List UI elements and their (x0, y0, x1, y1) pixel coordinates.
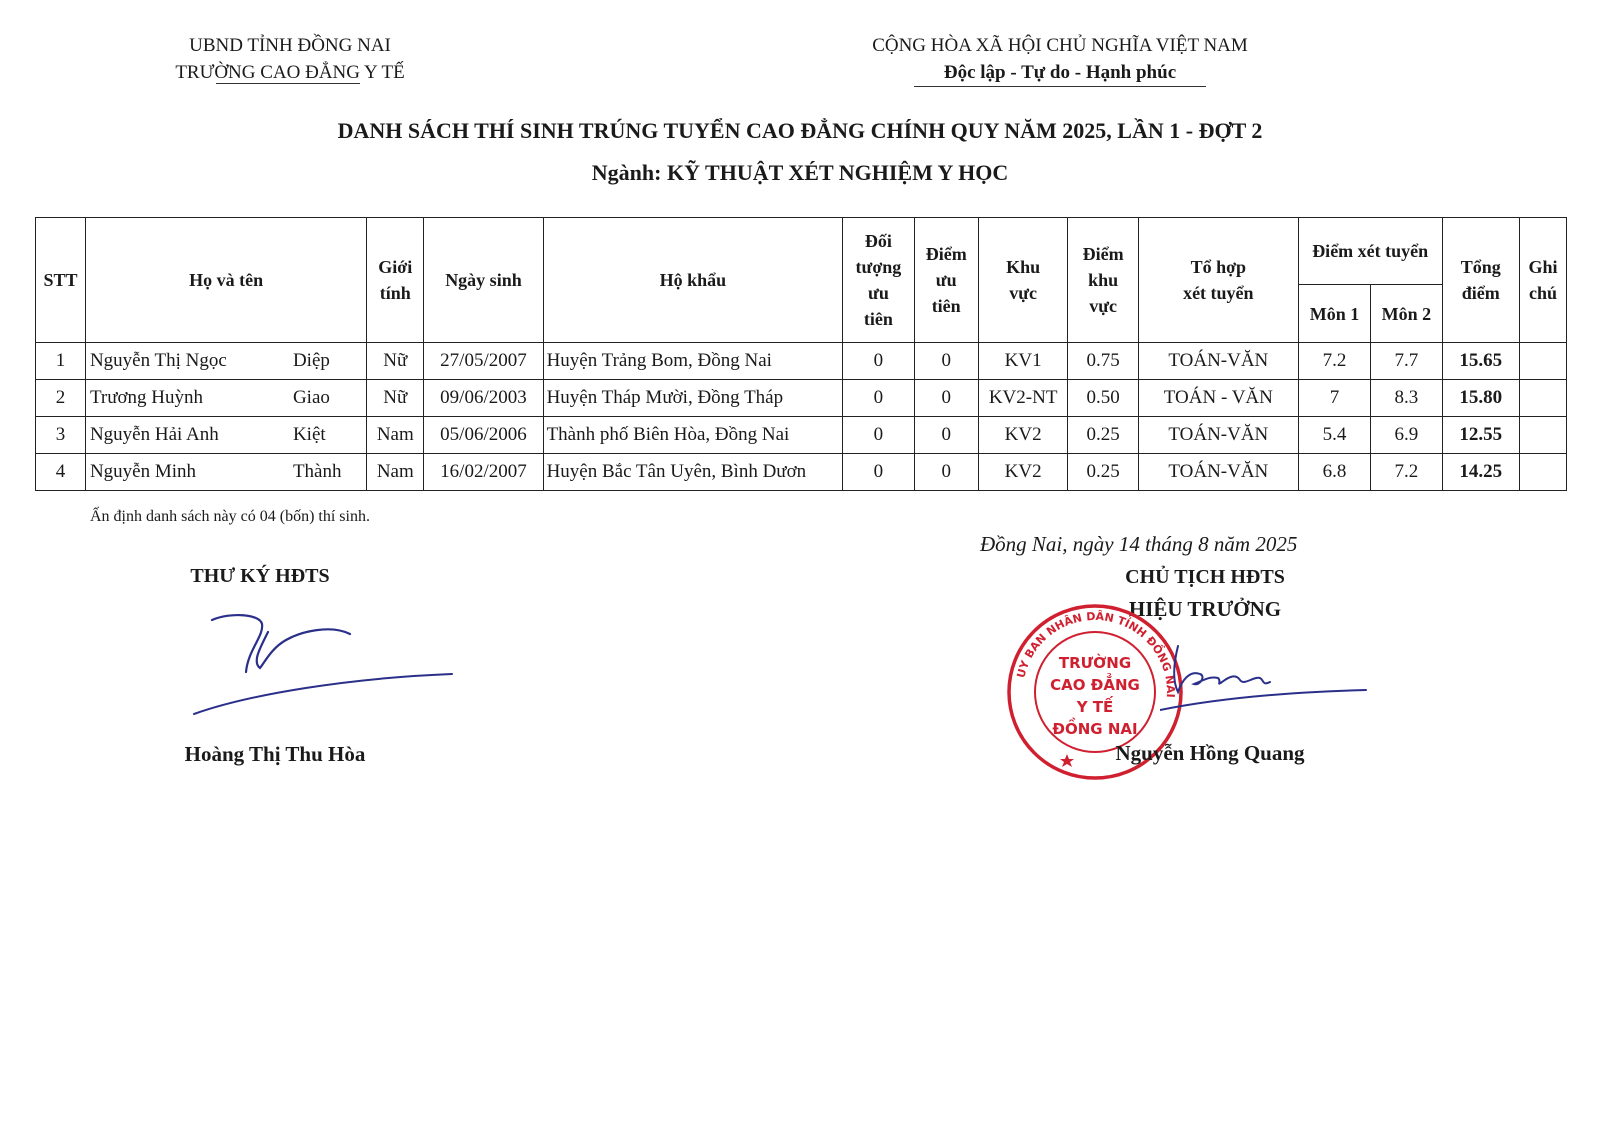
cell-gender: Nam (367, 417, 424, 454)
cell-region-score: 0.25 (1068, 417, 1138, 454)
cell-priority-score: 0 (914, 454, 978, 491)
col-dob: Ngày sinh (424, 218, 543, 343)
cell-address: Huyện Bắc Tân Uyên, Bình Dươn (543, 454, 843, 491)
table-row (36, 380, 1567, 417)
cell-total: 15.65 (1442, 343, 1519, 380)
cell-region-score: 0.25 (1068, 454, 1138, 491)
cell-subject-2: 7.7 (1371, 343, 1442, 380)
cell-subject-1: 5.4 (1298, 417, 1370, 454)
org-line-2: TRƯỜNG CAO ĐẲNG Y TẾ (175, 62, 405, 83)
family-name: Trương Huỳnh (89, 387, 204, 408)
cell-subject-1: 6.8 (1298, 454, 1370, 491)
principal-title: HIỆU TRƯỞNG (1128, 597, 1282, 621)
cell-region: KV2 (978, 454, 1068, 491)
cell-combo: TOÁN-VĂN (1138, 454, 1298, 491)
col-note (1520, 218, 1567, 343)
secretary-name: Hoàng Thị Thu Hòa (184, 742, 366, 766)
nation-line-2: Độc lập - Tự do - Hạnh phúc (943, 62, 1177, 83)
cell-subject-1: 7 (1298, 380, 1370, 417)
document-subtitle: Ngành: KỸ THUẬT XÉT NGHIỆM Y HỌC (591, 160, 1009, 185)
col-combo-l2: xét tuyển (1183, 283, 1254, 303)
cell-combo: TOÁN-VĂN (1138, 343, 1298, 380)
col-address: Hộ khẩu (543, 218, 843, 343)
cell-name (85, 380, 366, 417)
col-region-l2: vực (1009, 283, 1038, 303)
cell-stt: 2 (36, 380, 86, 417)
col-rs-l2: khu (1088, 270, 1119, 290)
family-name: Nguyễn Thị Ngọc (89, 350, 227, 371)
col-rs-l1: Điểm (1082, 244, 1124, 264)
col-gender-l2: tính (379, 283, 411, 303)
cell-dob: 16/02/2007 (424, 454, 543, 491)
principal-name: Nguyễn Hồng Quang (1115, 741, 1305, 765)
cell-subject-2: 7.2 (1371, 454, 1442, 491)
issuing-organization (110, 32, 470, 86)
cell-dob: 09/06/2003 (424, 380, 543, 417)
chairman-title: CHỦ TỊCH HĐTS (1125, 566, 1285, 588)
cell-gender: Nữ (367, 343, 424, 380)
cell-subject-2: 6.9 (1371, 417, 1442, 454)
cell-region-score: 0.75 (1068, 343, 1138, 380)
col-gender (367, 218, 424, 343)
date-line: Đồng Nai, ngày 14 tháng 8 năm 2025 (980, 532, 1298, 556)
cell-subject-1: 7.2 (1298, 343, 1370, 380)
cell-address: Thành phố Biên Hòa, Đồng Nai (543, 417, 843, 454)
col-priority-score (914, 218, 978, 343)
document-title: DANH SÁCH THÍ SINH TRÚNG TUYỂN CAO ĐẲNG CHÍNH QUY NĂM 2025, LẦN 1 - ĐỢT 2 (337, 118, 1263, 143)
secretary-title: THƯ KÝ HĐTS (190, 565, 330, 587)
cell-priority-object: 0 (843, 417, 914, 454)
cell-region: KV2 (978, 417, 1068, 454)
cell-priority-score: 0 (914, 417, 978, 454)
table-row (36, 417, 1567, 454)
cell-priority-object: 0 (843, 454, 914, 491)
cell-note (1520, 417, 1567, 454)
cell-region: KV2-NT (978, 380, 1068, 417)
col-region (978, 218, 1068, 343)
col-po-l2: tượng (855, 257, 902, 277)
table-row (36, 454, 1567, 491)
given-name: Giao (292, 387, 330, 408)
col-po-l3: ưu (868, 283, 889, 303)
col-note-l2: chú (1528, 283, 1557, 303)
principal-signature (1160, 640, 1370, 720)
col-name: Họ và tên (85, 218, 366, 343)
given-name: Kiệt (292, 424, 326, 445)
family-name: Nguyễn Minh (89, 461, 197, 482)
col-gender-l1: Giới (378, 257, 413, 277)
stamp-line-2: CAO ĐẲNG (1050, 676, 1140, 694)
stamp-ring-text: UY BAN NHÂN DÂN TỈNH ĐỒNG NAI (1014, 609, 1178, 698)
col-po-l4: tiên (863, 309, 893, 329)
given-name: Thành (292, 461, 342, 482)
org-line-1: UBND TỈNH ĐỒNG NAI (189, 35, 391, 56)
cell-stt: 3 (36, 417, 86, 454)
cell-combo: TOÁN - VĂN (1138, 380, 1298, 417)
motto-underline (914, 86, 1206, 87)
col-priority-object (843, 218, 914, 343)
col-combo-l1: Tổ hợp (1190, 257, 1247, 277)
col-total-l2: điểm (1461, 283, 1500, 303)
stamp-line-3: Y TẾ (1076, 698, 1114, 716)
cell-address: Huyện Trảng Bom, Đồng Nai (543, 343, 843, 380)
cell-gender: Nam (367, 454, 424, 491)
cell-priority-score: 0 (914, 343, 978, 380)
cell-region-score: 0.50 (1068, 380, 1138, 417)
cell-stt: 4 (36, 454, 86, 491)
cell-gender: Nữ (367, 380, 424, 417)
cell-dob: 05/06/2006 (424, 417, 543, 454)
family-name: Nguyễn Hải Anh (89, 424, 219, 445)
col-ps-l2: ưu (935, 270, 957, 290)
stamp-line-4: ĐỒNG NAI (1052, 720, 1138, 738)
nation-line-1: CỘNG HÒA XÃ HỘI CHỦ NGHĨA VIỆT NAM (872, 35, 1248, 56)
table-row (36, 343, 1567, 380)
cell-dob: 27/05/2007 (424, 343, 543, 380)
col-total (1442, 218, 1519, 343)
col-score-group: Điểm xét tuyển (1298, 218, 1442, 285)
cell-note (1520, 454, 1567, 491)
cell-note (1520, 343, 1567, 380)
col-ps-l3: tiên (931, 296, 961, 316)
footnote: Ấn định danh sách này có 04 (bốn) thí sinh. (90, 508, 370, 525)
col-region-score (1068, 218, 1138, 343)
cell-note (1520, 380, 1567, 417)
cell-stt: 1 (36, 343, 86, 380)
cell-total: 14.25 (1442, 454, 1519, 491)
col-subject-1: Môn 1 (1298, 285, 1370, 343)
col-total-l1: Tổng (1460, 257, 1501, 277)
cell-name (85, 343, 366, 380)
org-underline (216, 83, 360, 84)
secretary-signature (190, 610, 470, 730)
admission-table (35, 217, 1567, 491)
stamp-line-1: TRƯỜNG (1058, 654, 1132, 672)
col-po-l1: Đối (864, 231, 892, 251)
cell-priority-object: 0 (843, 380, 914, 417)
col-ps-l1: Điểm (925, 244, 967, 264)
cell-name (85, 417, 366, 454)
cell-priority-score: 0 (914, 380, 978, 417)
col-combo (1138, 218, 1298, 343)
cell-address: Huyện Tháp Mười, Đồng Tháp (543, 380, 843, 417)
col-rs-l3: vực (1089, 296, 1118, 316)
cell-name (85, 454, 366, 491)
stamp-star-icon (1060, 754, 1074, 767)
national-motto (780, 32, 1340, 86)
cell-region: KV1 (978, 343, 1068, 380)
cell-combo: TOÁN-VĂN (1138, 417, 1298, 454)
col-note-l1: Ghi (1528, 257, 1558, 277)
col-stt: STT (36, 218, 86, 343)
cell-total: 15.80 (1442, 380, 1519, 417)
cell-subject-2: 8.3 (1371, 380, 1442, 417)
given-name: Diệp (292, 350, 330, 371)
cell-total: 12.55 (1442, 417, 1519, 454)
col-region-l1: Khu (1006, 257, 1041, 277)
cell-priority-object: 0 (843, 343, 914, 380)
col-subject-2: Môn 2 (1371, 285, 1442, 343)
